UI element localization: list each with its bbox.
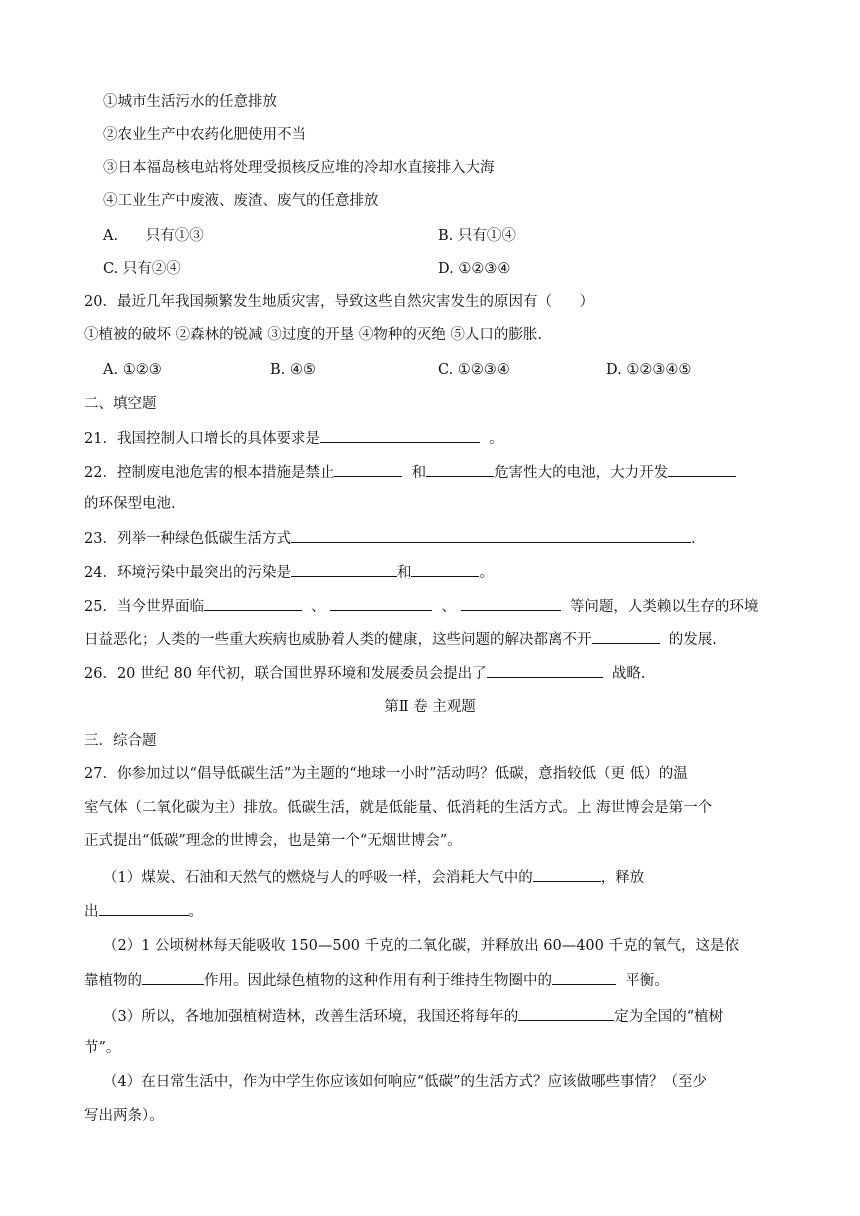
q22-text-a: 22．控制废电池危害的根本措施是禁止 — [84, 465, 335, 481]
q24-end: 。 — [479, 565, 494, 581]
q27-s2-end: 平衡。 — [625, 973, 669, 989]
q25-end: 的发展. — [668, 632, 717, 648]
q20-items: ①植被的破坏 ②森林的锐减 ③过度的开垦 ④物种的灭绝 ⑤人口的膨胀. — [84, 327, 543, 343]
section-title-comprehensive: 三．综合题 — [84, 733, 157, 749]
q25-cont — [84, 628, 717, 650]
q20-option-d: D. ①②③④⑤ — [606, 362, 692, 378]
q22-blank-1[interactable] — [334, 461, 402, 477]
q21-blank[interactable] — [320, 427, 480, 443]
q24-text-a: 24．环境污染中最突出的污染是 — [84, 565, 291, 581]
q24-text-b: 和 — [396, 565, 412, 581]
section-title-fill-in: 二、填空题 — [84, 396, 157, 412]
q26-end: 战略. — [611, 666, 646, 682]
question-24 — [84, 561, 494, 583]
q26-text: 26．20 世纪 80 年代初，联合国世界环境和发展委员会提出了 — [84, 666, 487, 682]
q25-text-d: 等问题，人类赖以生存的环境 — [569, 599, 759, 615]
question-21 — [84, 427, 504, 449]
q27-s1-blank-1[interactable] — [533, 866, 601, 882]
q25-blank-3[interactable] — [461, 595, 561, 611]
q25-sep-2: 、 — [441, 599, 456, 615]
q25-blank-2[interactable] — [330, 595, 432, 611]
q27-s1-text-b: ，释放 — [600, 870, 645, 886]
q19-option-c: C. 只有②④ — [103, 261, 181, 277]
q25-text-a: 25．当今世界面临 — [84, 599, 204, 615]
q19-item-2: ②农业生产中农药化肥使用不当 — [103, 127, 306, 143]
q19-item-3: ③日本福岛核电站将处理受损核反应堆的冷却水直接排入大海 — [103, 160, 495, 176]
q22-blank-3[interactable] — [668, 461, 736, 477]
q27-s3-blank[interactable] — [518, 1005, 614, 1021]
q27-sub-1 — [103, 866, 644, 888]
q27-s2-blank-2[interactable] — [552, 969, 616, 985]
question-26 — [84, 662, 646, 684]
q27-intro-line-1: 27．你参加过以“倡导低碳生活”为主题的“地球一小时”活动吗？低碳，意指较低（更 低）的温 — [84, 766, 688, 782]
q27-s3-text: （3）所以，各地加强植树造林，改善生活环境，我国还将每年的 — [103, 1009, 519, 1025]
q25-blank-1[interactable] — [204, 595, 302, 611]
q26-blank[interactable] — [487, 662, 603, 678]
q27-intro-line-3: 正式提出“低碳”理念的世博会，也是第一个“无烟世博会”。 — [84, 833, 462, 849]
q27-s1-end: 。 — [188, 904, 203, 920]
q27-s2-text-c: 作用。因此绿色植物的这种作用有利于维持生物圈中的 — [204, 973, 552, 989]
q25-blank-4[interactable] — [592, 628, 660, 644]
q27-sub-4: （4）在日常生活中，作为中学生你应该如何响应“低碳”的生活方式？应该做哪些事情？（至少 — [103, 1074, 708, 1090]
part-2-title: 第Ⅱ 卷 主观题 — [384, 699, 476, 715]
q27-sub-2-cont — [84, 969, 669, 991]
q24-blank-1[interactable] — [291, 561, 397, 577]
q27-s1-text: （1）煤炭、石油和天然气的燃烧与人的呼吸一样，会消耗大气中的 — [103, 870, 533, 886]
q19-option-b: B. 只有①④ — [438, 228, 516, 244]
question-23 — [84, 527, 696, 549]
q20-option-a: A. ①②③ — [103, 362, 162, 378]
q27-sub-2: （2）1 公顷树林每天能吸收 150—500 千克的二氧化碳，并释放出 60—400 千克的氧气，这是依 — [103, 938, 739, 954]
q22-text-c: 危害性大的电池，大力开发 — [494, 465, 669, 481]
q27-sub-3-cont: 节”。 — [84, 1040, 121, 1056]
q20-option-c: C. ①②③④ — [438, 362, 510, 378]
q23-end: . — [690, 531, 696, 547]
question-25 — [84, 595, 758, 617]
q20-option-b: B. ④⑤ — [270, 362, 316, 378]
q27-sub-4-cont: 写出两条）。 — [84, 1108, 164, 1124]
q19-option-a: A. 只有①③ — [103, 228, 204, 244]
q21-end: 。 — [489, 431, 504, 447]
q27-s2-text-b: 靠植物的 — [84, 973, 142, 989]
q27-s1-blank-2[interactable] — [99, 900, 189, 916]
q20-stem: 20．最近几年我国频繁发生地质灾害，导致这些自然灾害发生的原因有（ ） — [84, 294, 595, 310]
q22-blank-2[interactable] — [426, 461, 494, 477]
q25-sep-1: 、 — [311, 599, 326, 615]
q19-item-4: ④工业生产中废液、废渣、废气的任意排放 — [103, 193, 379, 209]
q27-sub-3 — [103, 1005, 723, 1027]
q19-item-1: ①城市生活污水的任意排放 — [103, 94, 277, 110]
q27-intro-line-2: 室气体（二氧化碳为主）排放。低碳生活，就是低能量、低消耗的生活方式。上 海世博会是第一个 — [84, 800, 713, 816]
q21-text: 21．我国控制人口增长的具体要求是 — [84, 431, 320, 447]
q27-s2-blank-1[interactable] — [142, 969, 204, 985]
q24-blank-2[interactable] — [411, 561, 479, 577]
q22-text-b: 和 — [411, 465, 427, 481]
q19-option-d: D. ①②③④ — [438, 261, 511, 277]
question-22 — [84, 461, 736, 483]
q23-text: 23．列举一种绿色低碳生活方式 — [84, 531, 291, 547]
q27-sub-1-cont — [84, 900, 203, 922]
q25-text-e: 日益恶化；人类的一些重大疾病也威胁着人类的健康，这些问题的解决都离不开 — [84, 632, 592, 648]
q22-cont: 的环保型电池. — [84, 496, 176, 512]
q27-s1-text-c: 出 — [84, 904, 99, 920]
q23-blank[interactable] — [291, 527, 691, 543]
q27-s3-text-b: 定为全国的“植树 — [614, 1009, 724, 1025]
